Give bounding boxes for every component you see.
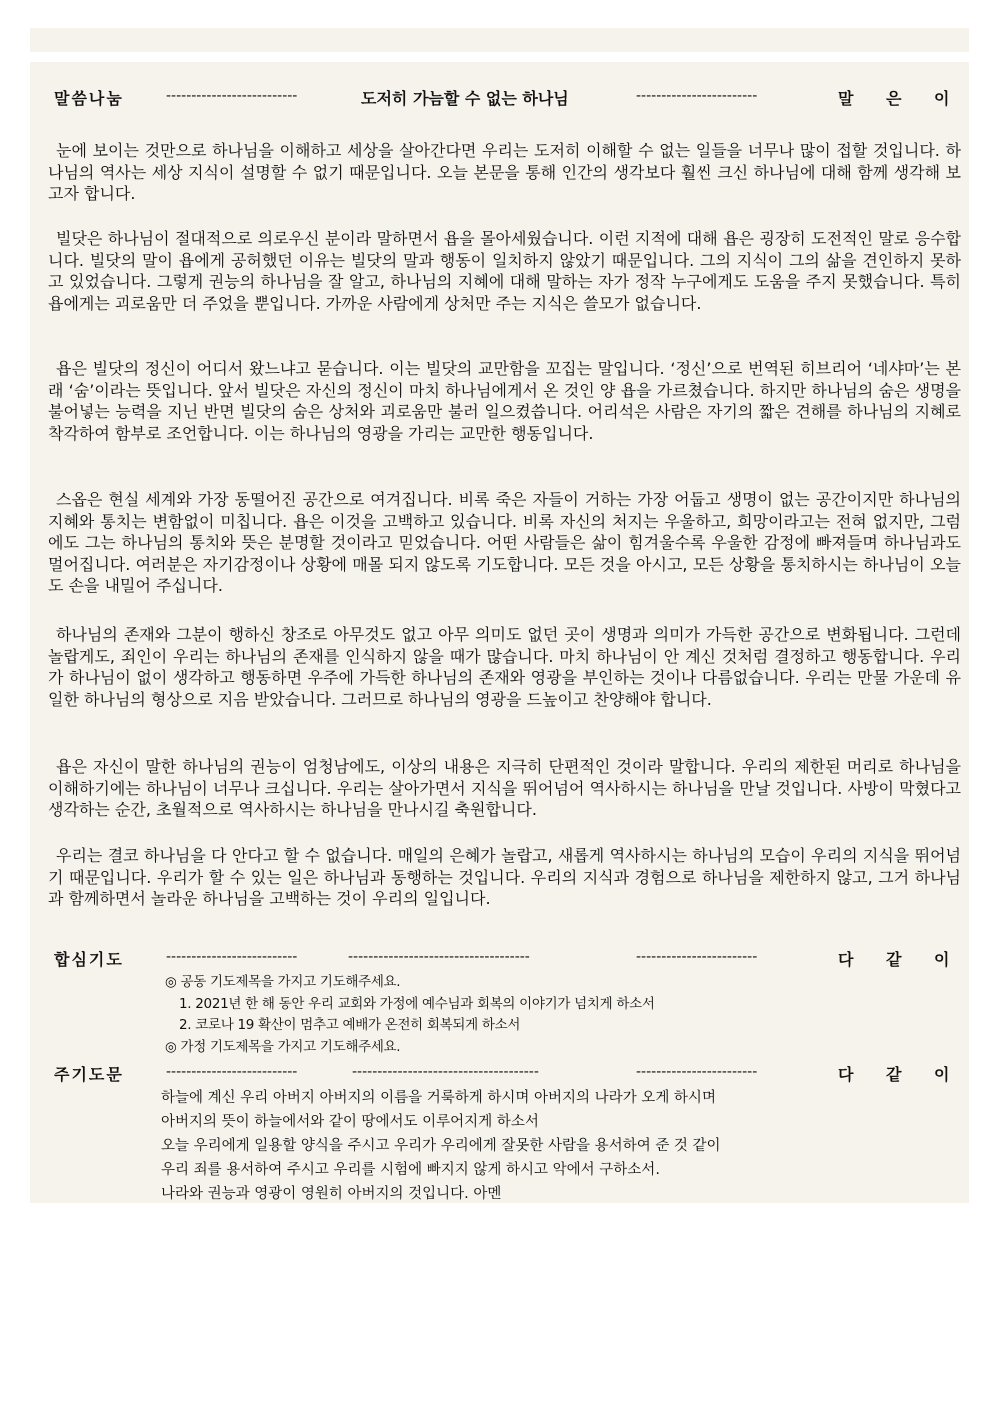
lords-prayer-dash-2: ------------------------------------- bbox=[352, 1064, 539, 1080]
lords-prayer-line: 우리 죄를 용서하여 주시고 우리를 시험에 빠지지 않게 하시고 악에서 구하소서. bbox=[161, 1162, 660, 1178]
sermon-label: 말씀나눔 bbox=[54, 89, 124, 108]
sermon-dash-left: -------------------------- bbox=[166, 88, 298, 104]
sermon-paragraph: 스옵은 현실 세계와 가장 동떨어진 공간으로 여겨집니다. 비록 죽은 자들이 거하는 가장 어둡고 생명이 없는 공간이지만 하나님의 지혜와 통치는 변함없이 미칩니다. 욥은 이것을 고백하고 있습니다. 비록 자신의 처지는 우울하고, 희망이라고는 전혀 없지만, 그럼에도 그는 하나님의 통치와 뜻은 분명할 것이라고 믿었습니다. 어떤 사람들은 삶이 힘겨울수록 우울한 감정에 빠져들며 하나님과도 멀어집니다. 여러분은 자기감정이나 상황에 매몰 되지 않도록 기도합니다. 모든 것을 아시고, 모든 상황을 통치하시는 하나님이 오늘도 손을 내밀어 주십니다. bbox=[48, 490, 961, 595]
sermon-dash-right: ------------------------ bbox=[636, 88, 758, 104]
prayer-dash-1: -------------------------- bbox=[166, 949, 298, 965]
prayer-speaker-char: 같 bbox=[886, 950, 902, 969]
lords-prayer-speaker-char: 같 bbox=[886, 1065, 902, 1084]
prayer-line: 1. 2021년 한 해 동안 우리 교회와 가정에 예수님과 회복의 이야기가 넘치게 하소서 bbox=[179, 995, 655, 1012]
sermon-speaker bbox=[838, 86, 982, 109]
sermon-title: 도저히 가늠할 수 없는 하나님 bbox=[361, 89, 569, 108]
lords-prayer-dash-3: ------------------------ bbox=[636, 1064, 758, 1080]
sermon-paragraph: 우리는 결코 하나님을 다 안다고 할 수 없습니다. 매일의 은혜가 놀랍고, 새롭게 역사하시는 하나님의 모습이 우리의 지식을 뛰어넘기 때문입니다. 우리가 할 수 있는 일은 하나님과 동행하는 것입니다. 우리의 지식과 경험으로 하나님을 제한하지 않고, 그거 하나님과 함께하면서 놀라운 하나님을 고백하는 것이 우리의 일입니다. bbox=[48, 846, 961, 908]
lords-prayer-text bbox=[161, 1086, 721, 1206]
lords-prayer-line: 나라와 권능과 영광이 영원히 아버지의 것입니다. 아멘 bbox=[161, 1186, 502, 1202]
lords-prayer-line: 아버지의 뜻이 하늘에서와 같이 땅에서도 이루어지게 하소서 bbox=[161, 1114, 539, 1130]
sermon-paragraph: 욥은 빌닷의 정신이 어디서 왔느냐고 묻습니다. 이는 빌닷의 교만함을 꼬집는 말입니다. ‘정신’으로 번역된 히브리어 ‘네샤마’는 본래 ‘숨’이라는 뜻입니다. 앞서 빌닷은 자신의 정신이 마치 하나님에게서 온 것인 양 욥을 가르쳤습니다. 하지만 하나님의 숨은 생명을 불어넣는 능력을 지닌 반면 빌닷의 숨은 상처와 괴로움만 불러 일으켰씁니다. 어리석은 사람은 자기의 짧은 견해를 하나님의 지혜로 착각하여 함부로 조언합니다. 이는 하나님의 영광을 가리는 교만한 행동입니다. bbox=[48, 359, 961, 443]
prayer-speaker-char: 다 bbox=[838, 950, 854, 969]
prayer-label: 합심기도 bbox=[54, 950, 124, 969]
sermon-paragraph: 하나님의 존재와 그분이 행하신 창조로 아무것도 없고 아무 의미도 없던 곳이 생명과 의미가 가득한 공간으로 변화됩니다. 그런데 놀랍게도, 죄인이 우리는 하나님의 존재를 인식하지 않을 때가 많습니다. 마치 하나님이 안 계신 것처럼 결정하고 행동합니다. 우리가 하나님이 없이 생각하고 행동하면 우주에 가득한 하나님의 존재와 영광을 부인하는 것이나 다름없습니다. 우리는 만물 가운데 유일한 하나님의 형상으로 지음 받았습니다. 그러므로 하나님의 영광을 드높이고 찬양해야 합니다. bbox=[48, 625, 961, 709]
sermon-paragraph: 욥은 자신이 말한 하나님의 권능이 엄청남에도, 이상의 내용은 지극히 단편적인 것이라 말합니다. 우리의 제한된 머리로 하나님을 이해하기에는 하나님이 너무나 크십니다. 우리는 살아가면서 지식을 뛰어넘어 역사하시는 하나님을 만날 것입니다. 사방이 막혔다고 생각하는 순간, 초월적으로 역사하시는 하나님을 만나시길 축원합니다. bbox=[48, 757, 961, 819]
prayer-dash-3: ------------------------ bbox=[636, 949, 758, 965]
sermon-paragraph: 눈에 보이는 것만으로 하나님을 이해하고 세상을 살아간다면 우리는 도저히 이해할 수 없는 일들을 너무나 많이 접할 것입니다. 하나님의 역사는 세상 지식이 설명할 수 없기 때문입니다. 오늘 본문을 통해 인간의 생각보다 훨씬 크신 하나님에 대해 함께 생각해 보고자 합니다. bbox=[48, 141, 961, 203]
sermon-speaker-char: 말 bbox=[838, 89, 854, 108]
header-strip bbox=[30, 28, 969, 52]
lords-prayer-speaker-char: 이 bbox=[934, 1065, 950, 1084]
sermon-speaker-char: 이 bbox=[934, 89, 950, 108]
lords-prayer-label: 주기도문 bbox=[54, 1065, 124, 1084]
lords-prayer-speaker-char: 다 bbox=[838, 1065, 854, 1084]
prayer-list bbox=[165, 972, 655, 1058]
sermon-speaker-char: 은 bbox=[886, 89, 902, 108]
lords-prayer-line: 오늘 우리에게 일용할 양식을 주시고 우리가 우리에게 잘못한 사람을 용서하여 준 것 같이 bbox=[161, 1138, 721, 1154]
prayer-line: 2. 코로나 19 확산이 멈추고 예배가 온전히 회복되게 하소서 bbox=[179, 1017, 521, 1033]
lords-prayer-dash-1: -------------------------- bbox=[166, 1064, 298, 1080]
lords-prayer-speaker bbox=[838, 1062, 982, 1085]
bulletin-panel bbox=[30, 62, 969, 1203]
prayer-dash-2: ------------------------------------ bbox=[348, 949, 530, 965]
prayer-speaker-char: 이 bbox=[934, 950, 950, 969]
prayer-line: ◎ 공동 기도제목을 가지고 기도해주세요. bbox=[165, 974, 401, 990]
prayer-line: ◎ 가정 기도제목을 가지고 기도해주세요. bbox=[165, 1038, 401, 1055]
lords-prayer-line: 하늘에 계신 우리 아버지 아버지의 이름을 거룩하게 하시며 아버지의 나라가 오게 하시며 bbox=[161, 1090, 716, 1106]
sermon-paragraph: 빌닷은 하나님이 절대적으로 의로우신 분이라 말하면서 욥을 몰아세웠습니다. 이런 지적에 대해 욥은 굉장히 도전적인 말로 응수합니다. 빌닷의 말이 욥에게 공허했던 이유는 빌닷의 말과 행동이 일치하지 않았기 때문입니다. 그의 지식이 그의 삶을 견인하지 못하고 있었습니다. 그렇게 권능의 하나님을 잘 알고, 하나님의 지혜에 대해 말하는 자가 정작 누구에게도 도움을 주지 못했습니다. 특히 욥에게는 괴로움만 더 주었을 뿐입니다. 가까운 사람에게 상처만 주는 지식은 쓸모가 없습니다. bbox=[48, 229, 961, 313]
prayer-speaker bbox=[838, 947, 982, 970]
